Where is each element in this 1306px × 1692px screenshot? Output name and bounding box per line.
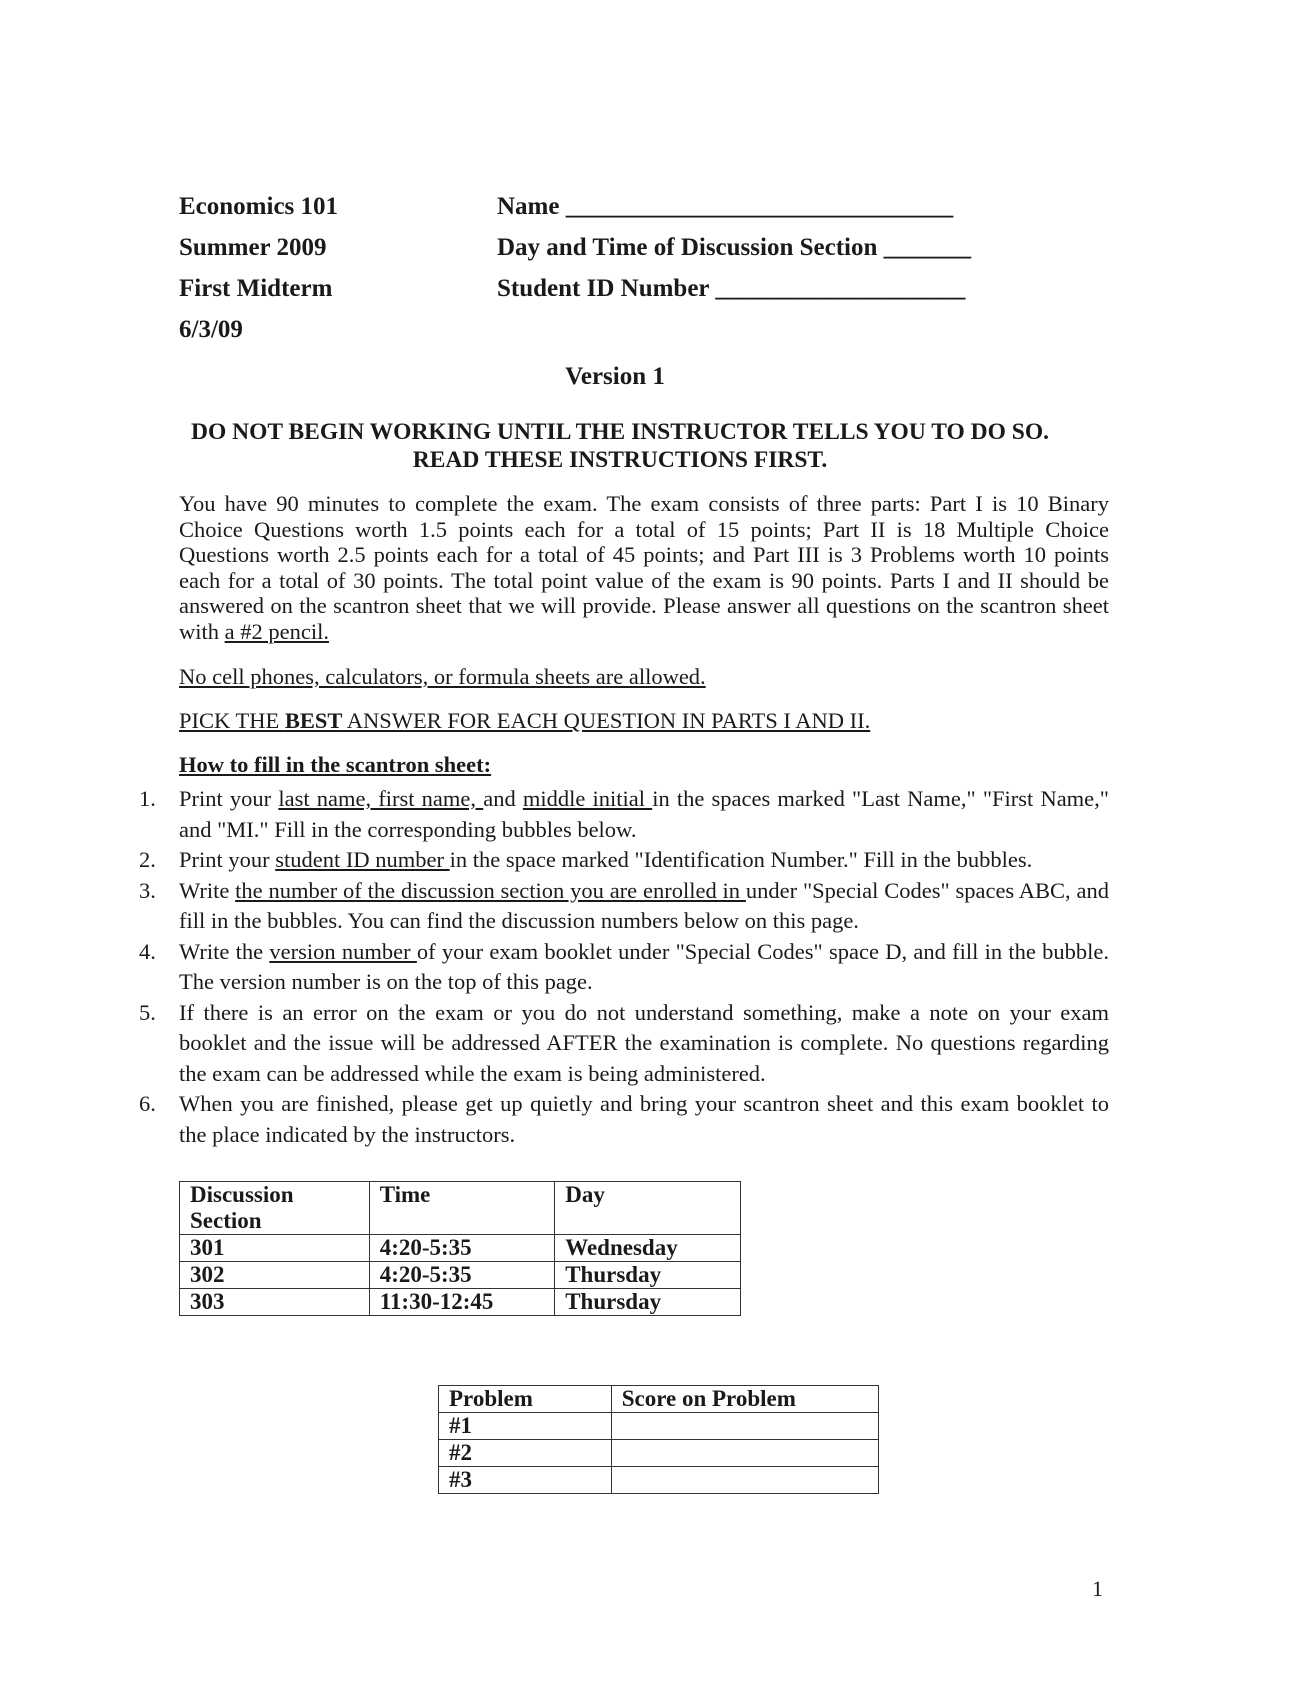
warning-line-2: READ THESE INSTRUCTIONS FIRST. — [412, 447, 828, 473]
pick-pre: PICK THE — [179, 708, 285, 733]
table-header-row — [180, 1182, 741, 1235]
table-cell — [611, 1413, 878, 1440]
table-cell: 4:20-5:35 — [369, 1235, 555, 1262]
instruction-number: 3. — [139, 877, 156, 903]
table-row — [180, 1262, 741, 1289]
instruction-item — [134, 998, 1109, 1090]
instruction-underlined: student ID number — [275, 847, 450, 872]
instruction-text: Print your — [179, 847, 276, 872]
warning-block — [160, 418, 1080, 474]
instruction-text: If there is an error on the exam or you do not understand something, make a note on your exam booklet and the issue will be addressed AFTER the examination is complete. No questions regarding the exam can be addressed while the exam is being administered. — [179, 999, 1109, 1086]
column-header: Time — [369, 1182, 555, 1235]
page-number: 1 — [1092, 1576, 1103, 1601]
instruction-number: 4. — [139, 938, 156, 964]
table-cell: 11:30-12:45 — [369, 1289, 555, 1316]
version-label: Version 1 — [565, 363, 665, 390]
no-devices-note: No cell phones, calculators, or formula sheets are allowed. — [179, 664, 706, 689]
intro-text: You have 90 minutes to complete the exam. The exam consists of three parts: Part I is 10 Binary Choice Questions worth 1.5 points each for a total of 15 points; Part II is 18 Multiple Choice Questions worth 2.5 points each for a total of 45 points; and Part III is 3 Problems worth 10 points each for a total of 30 points. The total point value of the exam is 90 points. Parts I and II should be answered on the scantron sheet that we will provide. Please answer all questions on the scantron sheet with — [179, 491, 1109, 644]
instruction-underlined: the number of the discussion section you are enrolled in — [235, 877, 746, 903]
discussion-sections-table — [179, 1181, 741, 1316]
table-cell: #3 — [439, 1467, 612, 1494]
instruction-underlined: version number — [269, 938, 417, 964]
column-header: Score on Problem — [611, 1386, 878, 1413]
exam-title: First Midterm — [179, 275, 333, 302]
column-header: Discussion Section — [180, 1182, 370, 1235]
table-cell: Thursday — [555, 1262, 741, 1289]
instruction-text: in the space marked "Identification Number." Fill in the bubbles. — [449, 847, 1033, 872]
instruction-item — [134, 937, 1109, 998]
instruction-number: 6. — [139, 1091, 156, 1116]
table-cell: 301 — [180, 1235, 370, 1262]
table-cell: 4:20-5:35 — [369, 1262, 555, 1289]
instruction-text: and — [483, 786, 523, 811]
table-cell: 303 — [180, 1289, 370, 1316]
name-field: Name _______________________________ — [497, 193, 954, 220]
exam-date: 6/3/09 — [179, 316, 243, 343]
table-row — [439, 1440, 879, 1467]
instruction-text: Print your — [179, 786, 279, 811]
term: Summer 2009 — [179, 234, 327, 261]
instruction-item — [134, 876, 1109, 937]
warning-line-1: DO NOT BEGIN WORKING UNTIL THE INSTRUCTOR TELLS YOU TO DO SO. — [190, 419, 1049, 445]
table-row — [180, 1235, 741, 1262]
instruction-text: in the spaces marked "Last Name," "First Name," and "MI." Fill in the corresponding bubbles below. — [179, 786, 1109, 842]
table-row — [180, 1289, 741, 1316]
instruction-text: Write — [179, 877, 236, 903]
column-header: Problem — [439, 1386, 612, 1413]
table-cell — [611, 1440, 878, 1467]
student-id-field: Student ID Number ____________________ — [497, 275, 966, 302]
table-cell: Thursday — [555, 1289, 741, 1316]
table-cell: 302 — [180, 1262, 370, 1289]
instruction-number: 5. — [139, 999, 156, 1025]
pencil-note: a #2 pencil. — [224, 618, 329, 644]
instruction-item — [134, 845, 1109, 876]
intro-paragraph — [179, 491, 1109, 645]
table-cell: #2 — [439, 1440, 612, 1467]
instruction-number: 2. — [139, 847, 156, 872]
score-table — [438, 1385, 879, 1494]
instruction-item — [134, 1089, 1109, 1150]
howto-title: How to fill in the scantron sheet: — [179, 752, 492, 777]
table-cell: Wednesday — [555, 1235, 741, 1262]
pick-post: ANSWER FOR EACH QUESTION IN PARTS I AND II. — [342, 708, 871, 733]
instruction-text: When you are finished, please get up quietly and bring your scantron sheet and this exam booklet to the place indicated by the instructors. — [179, 1091, 1109, 1147]
table-cell: #1 — [439, 1413, 612, 1440]
instruction-text: of your exam booklet under "Special Codes" space D, and fill in the bubble. The version number is on the top of this page. — [179, 938, 1109, 994]
table-header-row — [439, 1386, 879, 1413]
table-row — [439, 1467, 879, 1494]
pick-best: BEST — [284, 708, 343, 733]
discussion-section-field: Day and Time of Discussion Section _______ — [497, 234, 972, 261]
column-header: Day — [555, 1182, 741, 1235]
table-cell — [611, 1467, 878, 1494]
instruction-item — [134, 784, 1109, 845]
instruction-list — [134, 784, 1109, 1150]
instruction-number: 1. — [139, 786, 156, 811]
instruction-underlined: last name, first name, — [278, 786, 484, 811]
instruction-text: under "Special Codes" spaces ABC, and fill in the bubbles. You can find the discussion numbers below on this page. — [179, 877, 1109, 933]
instruction-text: Write the — [179, 938, 270, 964]
table-row — [439, 1413, 879, 1440]
pick-best-note — [179, 708, 870, 734]
instruction-underlined: middle initial — [522, 786, 653, 811]
course-title: Economics 101 — [179, 193, 339, 220]
